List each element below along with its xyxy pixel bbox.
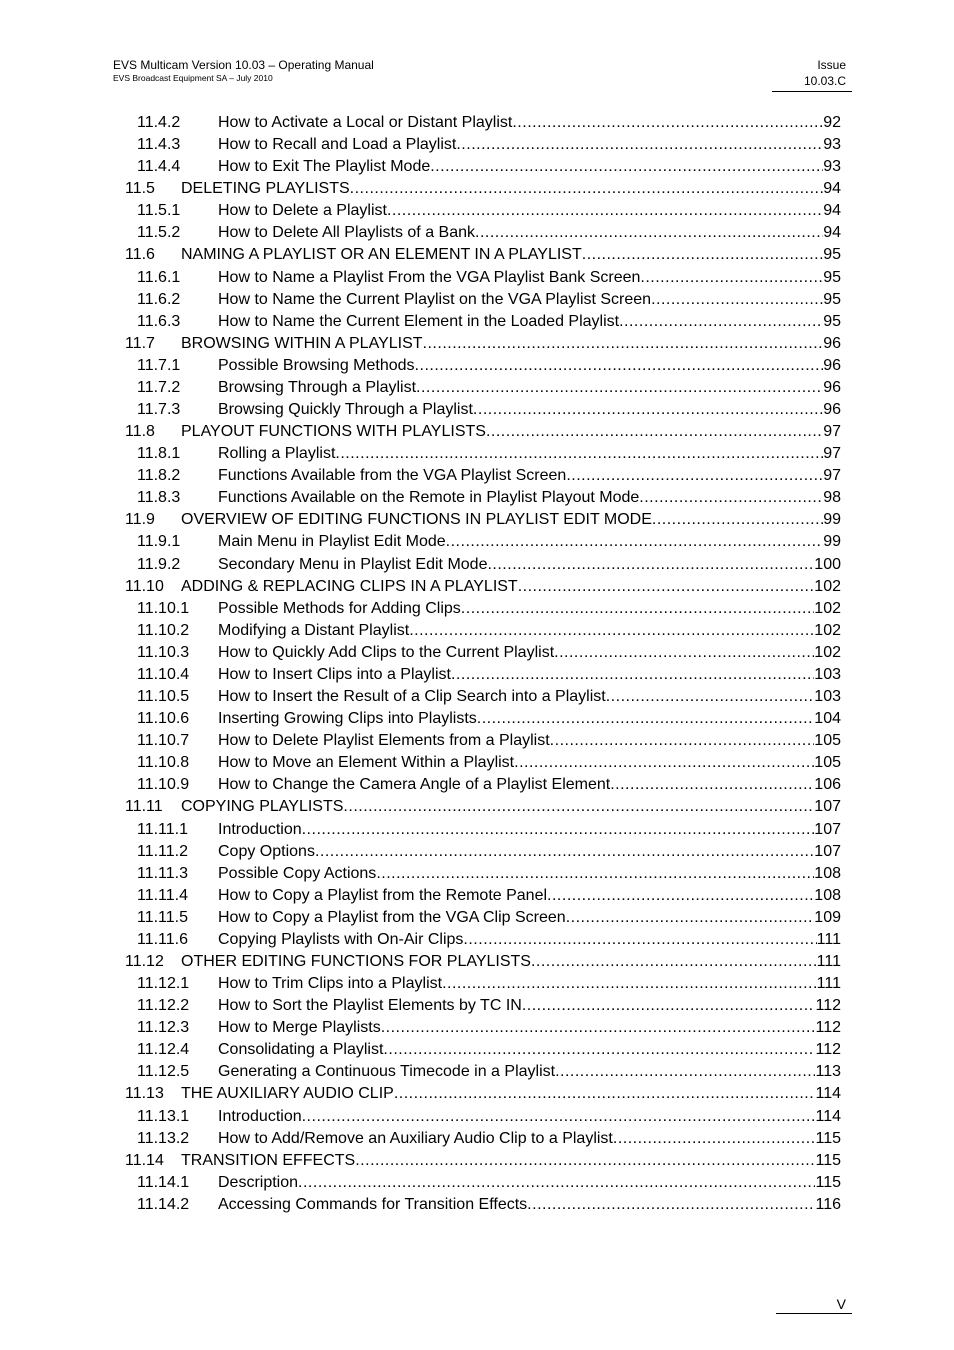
page-number: V xyxy=(836,1296,846,1312)
toc-entry-title: Modifying a Distant Playlist xyxy=(218,621,410,639)
toc-dot-leader xyxy=(376,865,814,883)
toc-entry-page: 95 xyxy=(823,246,841,264)
toc-entry[interactable] xyxy=(125,1063,841,1085)
toc-dot-leader xyxy=(651,291,823,309)
toc-entry-page: 116 xyxy=(815,1195,841,1213)
toc-entry[interactable] xyxy=(125,666,841,688)
toc-entry-number: 11.12.2 xyxy=(137,997,190,1015)
toc-entry-title: PLAYOUT FUNCTIONS WITH PLAYLISTS xyxy=(181,423,486,441)
toc-entry-title: ADDING & REPLACING CLIPS IN A PLAYLIST xyxy=(181,577,518,595)
toc-entry-number: 11.11.3 xyxy=(137,864,189,882)
toc-entry-number: 11.4.3 xyxy=(137,136,181,154)
toc-entry-number: 11.10.3 xyxy=(137,643,190,661)
toc-dot-leader xyxy=(582,246,823,264)
toc-entry-page: 94 xyxy=(823,202,841,220)
toc-dot-leader xyxy=(531,953,817,971)
toc-dot-leader xyxy=(554,644,814,662)
toc-entry-title: How to Exit The Playlist Mode xyxy=(218,158,431,176)
toc-entry-page: 102 xyxy=(814,577,841,595)
toc-entry[interactable] xyxy=(125,754,841,776)
toc-dot-leader xyxy=(486,423,823,441)
toc-entry[interactable] xyxy=(125,688,841,710)
toc-entry[interactable] xyxy=(125,1130,841,1152)
toc-entry-page: 112 xyxy=(815,1041,841,1059)
toc-entry-title: How to Add/Remove an Auxiliary Audio Clip to a Playlist xyxy=(218,1129,613,1147)
toc-entry-title: OTHER EDITING FUNCTIONS FOR PLAYLISTS xyxy=(181,952,531,970)
toc-entry-number: 11.9.1 xyxy=(137,533,181,551)
toc-entry-title: Generating a Continuous Timecode in a Playlist xyxy=(218,1063,556,1081)
toc-entry-title: Browsing Through a Playlist xyxy=(218,378,417,396)
toc-entry-title: Consolidating a Playlist xyxy=(218,1041,384,1059)
toc-entry-title: Copying Playlists with On-Air Clips xyxy=(218,930,464,948)
toc-entry-title: How to Delete Playlist Elements from a Playlist xyxy=(218,732,550,750)
toc-entry-page: 112 xyxy=(815,1019,841,1037)
toc-dot-leader xyxy=(522,997,816,1015)
toc-entry-title: COPYING PLAYLISTS xyxy=(181,798,344,816)
toc-entry[interactable] xyxy=(125,578,841,600)
toc-entry-title: How to Move an Element Within a Playlist xyxy=(218,754,515,772)
toc-entry-page: 94 xyxy=(823,224,841,242)
toc-entry[interactable] xyxy=(125,180,841,202)
toc-entry-number: 11.13.2 xyxy=(137,1129,190,1147)
toc-entry[interactable] xyxy=(125,489,841,511)
toc-entry-number: 11.10.2 xyxy=(137,621,190,639)
toc-dot-leader xyxy=(415,357,824,375)
toc-entry-page: 98 xyxy=(823,489,841,507)
toc-entry[interactable] xyxy=(125,246,841,268)
toc-dot-leader xyxy=(335,445,823,463)
toc-entry-title: How to Quickly Add Clips to the Current Playlist xyxy=(218,643,555,661)
toc-dot-leader xyxy=(547,887,814,905)
toc-entry[interactable] xyxy=(125,909,841,931)
toc-entry-number: 11.11.5 xyxy=(137,908,189,926)
toc-entry-number: 11.7.1 xyxy=(137,356,181,374)
toc-entry[interactable] xyxy=(125,533,841,555)
running-header xyxy=(113,58,374,84)
toc-dot-leader xyxy=(619,313,823,331)
toc-entry[interactable] xyxy=(125,1085,841,1107)
issue-label: Issue xyxy=(817,58,846,72)
toc-entry-page: 109 xyxy=(814,908,841,926)
toc-dot-leader xyxy=(463,931,816,949)
toc-entry-title: OVERVIEW OF EDITING FUNCTIONS IN PLAYLIST EDIT MODE xyxy=(181,511,652,529)
toc-entry[interactable] xyxy=(125,622,841,644)
toc-entry-title: How to Copy a Playlist from the VGA Clip Screen xyxy=(218,908,566,926)
toc-dot-leader xyxy=(383,1041,815,1059)
toc-entry-page: 108 xyxy=(814,886,841,904)
toc-entry[interactable] xyxy=(125,357,841,379)
toc-entry[interactable] xyxy=(125,1108,841,1130)
toc-entry-page: 114 xyxy=(815,1085,841,1103)
toc-entry-title: How to Trim Clips into a Playlist xyxy=(218,975,443,993)
footer-divider xyxy=(776,1313,852,1314)
toc-dot-leader xyxy=(514,754,814,772)
toc-entry[interactable] xyxy=(125,887,841,909)
toc-entry-title: Possible Methods for Adding Clips xyxy=(218,599,461,617)
toc-entry[interactable] xyxy=(125,114,841,136)
toc-entry[interactable] xyxy=(125,732,841,754)
toc-entry[interactable] xyxy=(125,931,841,953)
toc-dot-leader xyxy=(518,578,815,596)
toc-entry[interactable] xyxy=(125,556,841,578)
toc-dot-leader xyxy=(430,158,823,176)
toc-entry[interactable] xyxy=(125,158,841,180)
toc-entry-page: 99 xyxy=(823,533,841,551)
toc-entry[interactable] xyxy=(125,865,841,887)
toc-entry-title: How to Change the Camera Angle of a Playlist Element xyxy=(218,776,611,794)
toc-entry[interactable] xyxy=(125,953,841,975)
toc-entry-page: 115 xyxy=(815,1129,841,1147)
toc-entry-title: Copy Options xyxy=(218,842,315,860)
toc-entry-number: 11.11.6 xyxy=(137,930,189,948)
toc-dot-leader xyxy=(387,202,823,220)
toc-entry-title: How to Recall and Load a Playlist xyxy=(218,136,457,154)
toc-dot-leader xyxy=(461,600,815,618)
toc-entry-title: Browsing Quickly Through a Playlist xyxy=(218,401,473,419)
publisher-line: EVS Broadcast Equipment SA – July 2010 xyxy=(113,73,273,83)
toc-entry-title: THE AUXILIARY AUDIO CLIP xyxy=(181,1085,394,1103)
toc-entry[interactable] xyxy=(125,843,841,865)
toc-entry-page: 95 xyxy=(823,290,841,308)
toc-entry-number: 11.10.5 xyxy=(137,688,190,706)
toc-entry[interactable] xyxy=(125,379,841,401)
toc-dot-leader xyxy=(566,467,823,485)
toc-dot-leader xyxy=(423,335,824,353)
toc-entry-page: 92 xyxy=(823,114,841,131)
toc-entry-number: 11.10.7 xyxy=(137,732,190,750)
toc-dot-leader xyxy=(451,666,814,684)
toc-entry[interactable] xyxy=(125,445,841,467)
toc-entry-title: Description xyxy=(218,1173,299,1191)
toc-entry[interactable] xyxy=(125,291,841,313)
toc-entry-page: 96 xyxy=(823,334,841,352)
toc-dot-leader xyxy=(315,843,814,861)
toc-entry-page: 103 xyxy=(814,665,841,683)
toc-entry-page: 99 xyxy=(823,511,841,529)
header-divider xyxy=(772,91,852,92)
toc-entry[interactable] xyxy=(125,1152,841,1174)
toc-entry-number: 11.13.1 xyxy=(137,1107,190,1125)
toc-entry-page: 112 xyxy=(815,997,841,1015)
toc-dot-leader xyxy=(610,776,814,794)
toc-entry-number: 11.10.6 xyxy=(137,710,190,728)
toc-entry-title: How to Copy a Playlist from the Remote Panel xyxy=(218,886,548,904)
toc-entry[interactable] xyxy=(125,644,841,666)
toc-dot-leader xyxy=(456,136,823,154)
toc-entry-title: How to Name the Current Element in the Loaded Playlist xyxy=(218,312,620,330)
toc-dot-leader xyxy=(487,556,814,574)
toc-entry[interactable] xyxy=(125,511,841,533)
toc-entry-title: Possible Copy Actions xyxy=(218,864,377,882)
toc-entry-number: 11.4.4 xyxy=(137,158,181,176)
issue-value: 10.03.C xyxy=(803,74,846,88)
toc-entry-number: 11.10.9 xyxy=(137,776,190,794)
toc-dot-leader xyxy=(409,622,814,640)
toc-entry-page: 95 xyxy=(823,312,841,330)
toc-entry-title: DELETING PLAYLISTS xyxy=(181,180,350,198)
toc-entry-page: 103 xyxy=(814,688,841,706)
toc-entry-title: How to Insert Clips into a Playlist xyxy=(218,665,451,683)
toc-entry-number: 11.12.5 xyxy=(137,1063,190,1081)
toc-entry-title: TRANSITION EFFECTS xyxy=(181,1151,356,1169)
toc-entry[interactable] xyxy=(125,710,841,732)
toc-entry[interactable] xyxy=(125,423,841,445)
toc-dot-leader xyxy=(566,909,815,927)
toc-entry-page: 106 xyxy=(814,776,841,794)
toc-entry-number: 11.14.1 xyxy=(137,1173,190,1191)
toc-entry-number: 11.6.2 xyxy=(137,290,181,308)
toc-entry[interactable] xyxy=(125,1196,841,1218)
toc-dot-leader xyxy=(477,710,815,728)
toc-entry-number: 11.8 xyxy=(125,423,155,441)
toc-entry-title: BROWSING WITHIN A PLAYLIST xyxy=(181,334,423,352)
toc-entry-number: 11.5.2 xyxy=(137,224,181,242)
toc-entry-number: 11.10.1 xyxy=(137,599,190,617)
toc-entry[interactable] xyxy=(125,136,841,158)
toc-dot-leader xyxy=(343,798,814,816)
toc-entry-number: 11.5 xyxy=(125,180,155,198)
toc-dot-leader xyxy=(350,180,824,198)
toc-dot-leader xyxy=(298,1174,815,1192)
toc-entry-number: 11.4.2 xyxy=(137,114,181,131)
toc-entry-number: 11.13 xyxy=(125,1085,164,1103)
toc-entry-page: 107 xyxy=(814,820,841,838)
toc-dot-leader xyxy=(302,821,815,839)
toc-entry-title: How to Delete a Playlist xyxy=(218,202,387,220)
toc-dot-leader xyxy=(639,489,823,507)
toc-dot-leader xyxy=(381,1019,816,1037)
toc-entry-page: 111 xyxy=(816,930,841,948)
toc-entry-title: Functions Available on the Remote in Playlist Playout Mode xyxy=(218,489,640,507)
toc-entry-page: 113 xyxy=(815,1063,841,1081)
toc-entry[interactable] xyxy=(125,1174,841,1196)
toc-entry-page: 102 xyxy=(814,599,841,617)
toc-dot-leader xyxy=(446,533,824,551)
toc-entry-title: Secondary Menu in Playlist Edit Mode xyxy=(218,555,488,573)
toc-entry[interactable] xyxy=(125,467,841,489)
toc-entry-title: How to Name a Playlist From the VGA Playlist Bank Screen xyxy=(218,268,641,286)
toc-entry-number: 11.7.2 xyxy=(137,378,181,396)
toc-entry-title: Introduction xyxy=(218,1107,302,1125)
toc-entry-number: 11.11.2 xyxy=(137,842,189,860)
toc-entry-title: Inserting Growing Clips into Playlists xyxy=(218,710,477,728)
toc-entry-page: 107 xyxy=(814,842,841,860)
toc-entry[interactable] xyxy=(125,313,841,335)
toc-entry-title: How to Name the Current Playlist on the VGA Playlist Screen xyxy=(218,290,652,308)
toc-entry-title: Possible Browsing Methods xyxy=(218,356,415,374)
toc-entry-page: 107 xyxy=(814,798,841,816)
toc-entry[interactable] xyxy=(125,224,841,246)
toc-entry-number: 11.12.3 xyxy=(137,1019,190,1037)
toc-entry-number: 11.9.2 xyxy=(137,555,181,573)
toc-entry-number: 11.9 xyxy=(125,511,155,529)
toc-entry-title: Functions Available from the VGA Playlist Screen xyxy=(218,467,567,485)
toc-entry-page: 96 xyxy=(823,378,841,396)
toc-entry-page: 105 xyxy=(814,732,841,750)
toc-dot-leader xyxy=(394,1085,816,1103)
toc-dot-leader xyxy=(475,224,823,242)
toc-dot-leader xyxy=(302,1108,816,1126)
toc-entry-title: Accessing Commands for Transition Effects xyxy=(218,1195,528,1213)
toc-entry-title: Main Menu in Playlist Edit Mode xyxy=(218,533,446,551)
toc-entry-page: 96 xyxy=(823,356,841,374)
toc-entry-page: 102 xyxy=(814,621,841,639)
toc-entry-number: 11.12 xyxy=(125,952,164,970)
toc-entry-number: 11.7 xyxy=(125,334,155,352)
toc-dot-leader xyxy=(555,1063,815,1081)
toc-entry-page: 94 xyxy=(823,180,841,198)
toc-entry-title: How to Sort the Playlist Elements by TC IN xyxy=(218,997,522,1015)
issue-block xyxy=(804,58,846,88)
toc-entry-number: 11.14.2 xyxy=(137,1195,190,1213)
toc-entry-title: How to Insert the Result of a Clip Search into a Playlist xyxy=(218,688,606,706)
toc-entry-page: 105 xyxy=(814,754,841,772)
toc-entry-page: 102 xyxy=(814,643,841,661)
toc-entry-number: 11.6.3 xyxy=(137,312,181,330)
toc-dot-leader xyxy=(442,975,817,993)
toc-entry[interactable] xyxy=(125,975,841,997)
toc-entry-page: 100 xyxy=(814,555,841,573)
toc-dot-leader xyxy=(416,379,823,397)
toc-entry[interactable] xyxy=(125,269,841,291)
toc-entry-page: 111 xyxy=(816,952,841,970)
table-of-contents xyxy=(125,114,841,1218)
toc-dot-leader xyxy=(550,732,815,750)
toc-entry[interactable] xyxy=(125,401,841,423)
toc-dot-leader xyxy=(652,511,823,529)
toc-entry-page: 97 xyxy=(823,423,841,441)
manual-title: EVS Multicam Version 10.03 – Operating Manual xyxy=(113,58,374,72)
toc-entry-title: Rolling a Playlist xyxy=(218,445,336,463)
toc-entry-number: 11.10 xyxy=(125,577,164,595)
toc-entry-page: 114 xyxy=(815,1107,841,1125)
toc-entry[interactable] xyxy=(125,1019,841,1041)
toc-entry-page: 115 xyxy=(815,1151,841,1169)
toc-entry-number: 11.14 xyxy=(125,1151,164,1169)
toc-entry-title: NAMING A PLAYLIST OR AN ELEMENT IN A PLAYLIST xyxy=(181,246,582,264)
toc-entry-number: 11.8.1 xyxy=(137,445,181,463)
toc-entry[interactable] xyxy=(125,997,841,1019)
toc-entry-page: 97 xyxy=(823,445,841,463)
toc-entry-title: How to Merge Playlists xyxy=(218,1019,381,1037)
toc-entry-number: 11.11.4 xyxy=(137,886,189,904)
toc-entry-number: 11.10.4 xyxy=(137,665,190,683)
toc-dot-leader xyxy=(613,1130,816,1148)
toc-entry-page: 104 xyxy=(814,710,841,728)
toc-dot-leader xyxy=(640,269,823,287)
toc-entry[interactable] xyxy=(125,600,841,622)
toc-dot-leader xyxy=(512,114,823,132)
toc-entry-page: 95 xyxy=(823,268,841,286)
toc-entry-number: 11.11.1 xyxy=(137,820,189,838)
toc-entry[interactable] xyxy=(125,202,841,224)
toc-entry-number: 11.6 xyxy=(125,246,155,264)
toc-dot-leader xyxy=(527,1196,815,1214)
toc-entry-title: How to Activate a Local or Distant Playlist xyxy=(218,114,513,131)
toc-entry-number: 11.7.3 xyxy=(137,401,181,419)
toc-dot-leader xyxy=(473,401,823,419)
toc-entry-page: 115 xyxy=(815,1173,841,1191)
toc-entry-number: 11.12.4 xyxy=(137,1041,190,1059)
toc-dot-leader xyxy=(606,688,815,706)
toc-entry-page: 97 xyxy=(823,467,841,485)
toc-entry-page: 108 xyxy=(814,864,841,882)
toc-entry[interactable] xyxy=(125,798,841,820)
toc-entry-number: 11.6.1 xyxy=(137,268,181,286)
toc-entry-page: 93 xyxy=(823,136,841,154)
toc-entry-number: 11.11 xyxy=(125,798,163,816)
toc-entry-number: 11.8.2 xyxy=(137,467,181,485)
toc-entry-page: 93 xyxy=(823,158,841,176)
toc-entry-number: 11.10.8 xyxy=(137,754,190,772)
toc-entry[interactable] xyxy=(125,1041,841,1063)
toc-entry[interactable] xyxy=(125,821,841,843)
toc-entry-number: 11.12.1 xyxy=(137,975,190,993)
toc-entry-title: How to Delete All Playlists of a Bank xyxy=(218,224,476,242)
toc-entry-page: 111 xyxy=(816,975,841,993)
toc-entry-number: 11.5.1 xyxy=(137,202,181,220)
toc-entry[interactable] xyxy=(125,776,841,798)
toc-entry-page: 96 xyxy=(823,401,841,419)
toc-entry[interactable] xyxy=(125,335,841,357)
toc-entry-number: 11.8.3 xyxy=(137,489,181,507)
toc-entry-title: Introduction xyxy=(218,820,302,838)
toc-dot-leader xyxy=(355,1152,815,1170)
